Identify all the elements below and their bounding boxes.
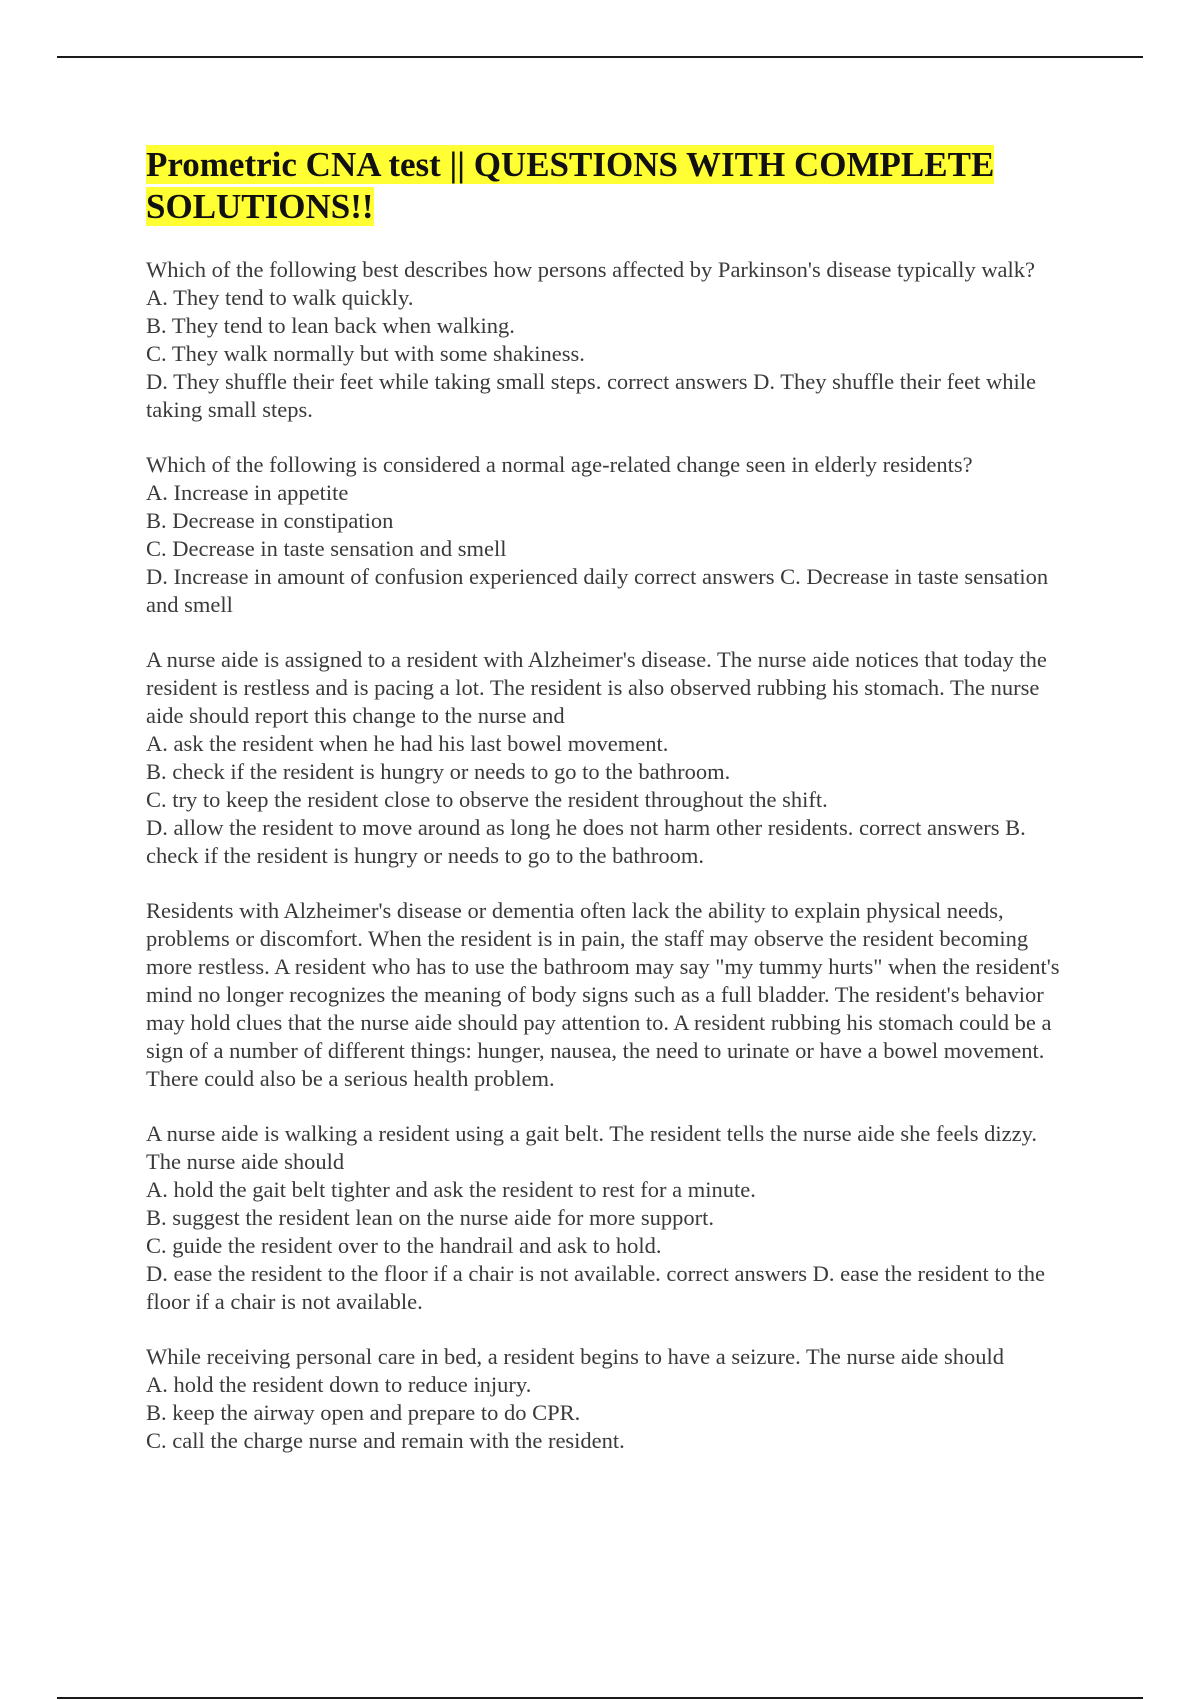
answer-option-b: B. Decrease in constipation	[146, 508, 394, 533]
question-text: A nurse aide is assigned to a resident with Alzheimer's disease. The nurse aide notices that today the resident is restless and is pacing a lot. The resident is also observed rubbing his stomach. The nurse aide should report this change to the nurse and	[146, 647, 1047, 728]
question-block-4	[146, 1120, 1076, 1316]
answer-option-d: D. ease the resident to the floor if a chair is not available. correct answers D. ease the resident to the floor if a chair is not available.	[146, 1261, 1046, 1314]
answer-option-c: C. guide the resident over to the handrail and ask to hold.	[146, 1233, 662, 1258]
document-body	[146, 144, 1076, 1482]
question-text: While receiving personal care in bed, a resident begins to have a seizure. The nurse aide should	[146, 1344, 1005, 1369]
explanation-text: Residents with Alzheimer's disease or dementia often lack the ability to explain physical needs, problems or discomfort. When the resident is in pain, the staff may observe the resident becoming more restless. A resident who has to use the bathroom may say "my tummy hurts" when the resident's mind no longer recognizes the meaning of body signs such as a full bladder. The resident's behavior may hold clues that the nurse aide should pay attention to. A resident rubbing his stomach could be a sign of a number of different things: hunger, nausea, the need to urinate or have a bowel movement. There could also be a serious health problem.	[146, 898, 1060, 1091]
answer-option-c: C. They walk normally but with some shakiness.	[146, 341, 585, 366]
question-text: Which of the following is considered a normal age-related change seen in elderly residents?	[146, 452, 973, 477]
question-block-5	[146, 1343, 1076, 1455]
answer-option-a: A. hold the resident down to reduce injury.	[146, 1372, 532, 1397]
answer-option-b: B. keep the airway open and prepare to do CPR.	[146, 1400, 581, 1425]
question-text: Which of the following best describes how persons affected by Parkinson's disease typically walk?	[146, 257, 1036, 282]
answer-option-d: D. Increase in amount of confusion experienced daily correct answers C. Decrease in taste sensation and smell	[146, 564, 1049, 617]
question-block-1	[146, 256, 1076, 424]
answer-option-d: D. allow the resident to move around as long he does not harm other residents. correct answers B. check if the resident is hungry or needs to go to the bathroom.	[146, 815, 1026, 868]
answer-option-b: B. suggest the resident lean on the nurse aide for more support.	[146, 1205, 714, 1230]
page-top-rule	[57, 56, 1143, 58]
answer-option-c: C. try to keep the resident close to observe the resident throughout the shift.	[146, 787, 828, 812]
answer-option-b: B. They tend to lean back when walking.	[146, 313, 515, 338]
answer-option-a: A. ask the resident when he had his last bowel movement.	[146, 731, 669, 756]
question-block-3	[146, 646, 1076, 870]
question-text: A nurse aide is walking a resident using a gait belt. The resident tells the nurse aide she feels dizzy. The nurse aide should	[146, 1121, 1037, 1174]
answer-option-a: A. hold the gait belt tighter and ask the resident to rest for a minute.	[146, 1177, 756, 1202]
answer-option-c: C. Decrease in taste sensation and smell	[146, 536, 507, 561]
question-block-2	[146, 451, 1076, 619]
document-title	[146, 144, 1076, 228]
answer-option-d: D. They shuffle their feet while taking small steps. correct answers D. They shuffle their feet while taking small steps.	[146, 369, 1036, 422]
answer-option-c: C. call the charge nurse and remain with the resident.	[146, 1428, 625, 1453]
answer-option-a: A. Increase in appetite	[146, 480, 349, 505]
answer-option-a: A. They tend to walk quickly.	[146, 285, 414, 310]
answer-option-b: B. check if the resident is hungry or needs to go to the bathroom.	[146, 759, 731, 784]
explanation-block	[146, 897, 1076, 1093]
document-title-highlight: Prometric CNA test || QUESTIONS WITH COMPLETE SOLUTIONS!!	[146, 145, 995, 226]
page-bottom-rule	[57, 1697, 1143, 1699]
